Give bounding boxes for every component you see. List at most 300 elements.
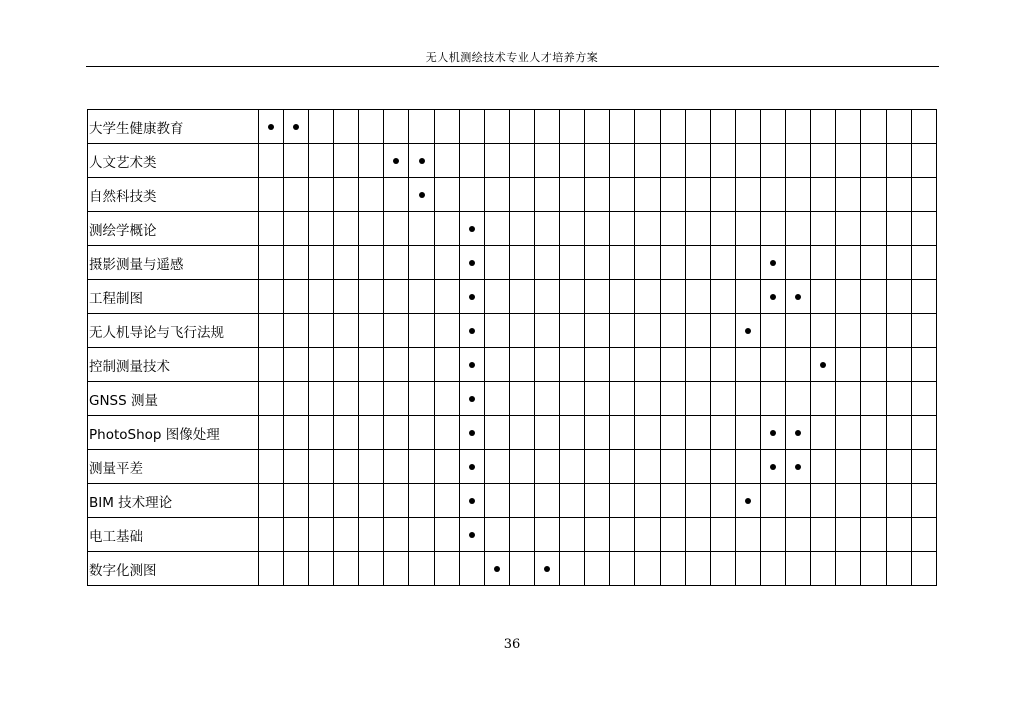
bullet-mark-icon (419, 192, 425, 198)
table-row (88, 416, 937, 450)
matrix-cell (635, 280, 660, 314)
matrix-cell (359, 212, 384, 246)
matrix-cell (409, 212, 434, 246)
matrix-cell (334, 144, 359, 178)
matrix-cell (660, 314, 685, 348)
bullet-mark-icon (469, 430, 475, 436)
matrix-cell (359, 416, 384, 450)
matrix-cell (786, 144, 811, 178)
course-name-cell: 摄影测量与遥感 (88, 246, 259, 280)
matrix-cell (334, 518, 359, 552)
matrix-cell (334, 484, 359, 518)
matrix-cell (309, 212, 334, 246)
matrix-cell (861, 552, 886, 586)
matrix-cell (710, 144, 735, 178)
matrix-cell (886, 552, 911, 586)
matrix-cell (585, 382, 610, 416)
matrix-cell (509, 212, 534, 246)
matrix-cell (535, 212, 560, 246)
matrix-cell (610, 450, 635, 484)
matrix-cell (811, 280, 836, 314)
matrix-cell (309, 110, 334, 144)
matrix-cell (434, 110, 459, 144)
bullet-mark-icon (494, 566, 500, 572)
matrix-cell (635, 246, 660, 280)
matrix-cell (635, 450, 660, 484)
table-row (88, 212, 937, 246)
matrix-cell (635, 178, 660, 212)
matrix-cell (836, 110, 861, 144)
bullet-mark-icon (469, 464, 475, 470)
matrix-cell (359, 110, 384, 144)
matrix-cell (735, 348, 760, 382)
matrix-cell (334, 110, 359, 144)
matrix-cell (635, 552, 660, 586)
matrix-cell (660, 416, 685, 450)
matrix-cell (258, 144, 283, 178)
matrix-cell (685, 484, 710, 518)
matrix-cell (409, 416, 434, 450)
matrix-cell (484, 110, 509, 144)
matrix-cell (836, 382, 861, 416)
matrix-cell (409, 280, 434, 314)
matrix-cell (811, 314, 836, 348)
course-name-cell: 控制测量技术 (88, 348, 259, 382)
matrix-cell (911, 552, 936, 586)
matrix-cell (585, 348, 610, 382)
matrix-cell (509, 110, 534, 144)
matrix-cell (560, 178, 585, 212)
bullet-mark-icon (469, 260, 475, 266)
matrix-cell (735, 212, 760, 246)
course-name-cell: 无人机导论与飞行法规 (88, 314, 259, 348)
matrix-cell (535, 348, 560, 382)
matrix-cell (384, 178, 409, 212)
matrix-cell (258, 382, 283, 416)
matrix-cell (434, 382, 459, 416)
matrix-cell (309, 484, 334, 518)
matrix-cell (434, 484, 459, 518)
matrix-cell (685, 144, 710, 178)
matrix-cell (459, 348, 484, 382)
matrix-cell (811, 178, 836, 212)
matrix-cell (660, 552, 685, 586)
matrix-cell (535, 382, 560, 416)
matrix-cell (509, 382, 534, 416)
matrix-cell (283, 450, 308, 484)
matrix-cell (309, 382, 334, 416)
matrix-cell (585, 518, 610, 552)
matrix-cell (710, 212, 735, 246)
matrix-cell (685, 518, 710, 552)
matrix-cell (258, 416, 283, 450)
matrix-cell (635, 382, 660, 416)
matrix-cell (735, 178, 760, 212)
matrix-cell (760, 552, 785, 586)
matrix-cell (911, 212, 936, 246)
course-name-cell: 自然科技类 (88, 178, 259, 212)
matrix-cell (585, 280, 610, 314)
matrix-cell (585, 246, 610, 280)
table-row (88, 280, 937, 314)
matrix-cell (836, 246, 861, 280)
matrix-cell (434, 144, 459, 178)
matrix-cell (484, 348, 509, 382)
matrix-cell (258, 212, 283, 246)
matrix-cell (886, 484, 911, 518)
matrix-cell (660, 484, 685, 518)
matrix-cell (535, 178, 560, 212)
matrix-cell (911, 382, 936, 416)
matrix-cell (585, 178, 610, 212)
matrix-cell (459, 110, 484, 144)
matrix-cell (309, 144, 334, 178)
matrix-cell (710, 110, 735, 144)
matrix-cell (409, 178, 434, 212)
matrix-cell (334, 382, 359, 416)
course-name-cell: 人文艺术类 (88, 144, 259, 178)
matrix-cell (309, 518, 334, 552)
matrix-cell (585, 144, 610, 178)
matrix-cell (610, 484, 635, 518)
matrix-cell (334, 178, 359, 212)
matrix-cell (384, 212, 409, 246)
matrix-cell (309, 348, 334, 382)
table-row (88, 178, 937, 212)
matrix-cell (434, 280, 459, 314)
matrix-cell (760, 144, 785, 178)
matrix-cell (409, 314, 434, 348)
matrix-cell (283, 348, 308, 382)
bullet-mark-icon (469, 362, 475, 368)
matrix-cell (459, 382, 484, 416)
matrix-cell (635, 484, 660, 518)
matrix-cell (786, 246, 811, 280)
matrix-cell (560, 450, 585, 484)
table-row (88, 450, 937, 484)
matrix-cell (660, 110, 685, 144)
bullet-mark-icon (770, 464, 776, 470)
matrix-cell (610, 110, 635, 144)
matrix-cell (760, 348, 785, 382)
matrix-cell (359, 314, 384, 348)
matrix-cell (685, 450, 710, 484)
matrix-cell (610, 144, 635, 178)
matrix-cell (610, 416, 635, 450)
matrix-cell (861, 450, 886, 484)
matrix-cell (560, 484, 585, 518)
matrix-cell (484, 484, 509, 518)
matrix-cell (710, 552, 735, 586)
matrix-cell (735, 518, 760, 552)
matrix-cell (509, 348, 534, 382)
course-name-cell: 数字化测图 (88, 552, 259, 586)
matrix-cell (836, 450, 861, 484)
matrix-cell (911, 450, 936, 484)
matrix-cell (760, 246, 785, 280)
matrix-cell (760, 110, 785, 144)
matrix-cell (610, 280, 635, 314)
matrix-cell (283, 416, 308, 450)
matrix-cell (786, 552, 811, 586)
matrix-cell (434, 552, 459, 586)
course-name-cell: 测量平差 (88, 450, 259, 484)
matrix-cell (760, 484, 785, 518)
matrix-cell (660, 246, 685, 280)
matrix-cell (660, 144, 685, 178)
matrix-cell (685, 416, 710, 450)
matrix-cell (786, 450, 811, 484)
matrix-cell (710, 416, 735, 450)
matrix-cell (560, 110, 585, 144)
matrix-cell (384, 518, 409, 552)
matrix-cell (710, 348, 735, 382)
matrix-cell (635, 144, 660, 178)
matrix-cell (384, 450, 409, 484)
matrix-cell (911, 518, 936, 552)
matrix-cell (484, 416, 509, 450)
matrix-cell (258, 314, 283, 348)
matrix-cell (685, 280, 710, 314)
matrix-cell (635, 416, 660, 450)
matrix-cell (836, 178, 861, 212)
matrix-cell (334, 552, 359, 586)
matrix-cell (258, 484, 283, 518)
matrix-cell (560, 246, 585, 280)
matrix-cell (811, 552, 836, 586)
matrix-cell (886, 416, 911, 450)
matrix-cell (760, 450, 785, 484)
matrix-cell (283, 314, 308, 348)
matrix-cell (258, 280, 283, 314)
matrix-cell (911, 144, 936, 178)
matrix-cell (509, 144, 534, 178)
matrix-cell (861, 518, 886, 552)
matrix-cell (760, 212, 785, 246)
matrix-cell (409, 110, 434, 144)
matrix-cell (434, 518, 459, 552)
bullet-mark-icon (469, 498, 475, 504)
matrix-cell (836, 280, 861, 314)
matrix-cell (283, 212, 308, 246)
matrix-cell (409, 518, 434, 552)
matrix-cell (811, 348, 836, 382)
matrix-cell (861, 348, 886, 382)
matrix-cell (258, 518, 283, 552)
matrix-cell (258, 178, 283, 212)
matrix-cell (434, 450, 459, 484)
matrix-cell (535, 552, 560, 586)
matrix-cell (911, 178, 936, 212)
matrix-cell (359, 552, 384, 586)
matrix-cell (309, 280, 334, 314)
matrix-cell (434, 314, 459, 348)
matrix-cell (735, 110, 760, 144)
matrix-cell (258, 348, 283, 382)
matrix-cell (309, 178, 334, 212)
table-row (88, 246, 937, 280)
matrix-cell (635, 110, 660, 144)
matrix-cell (560, 382, 585, 416)
matrix-cell (585, 552, 610, 586)
bullet-mark-icon (770, 260, 776, 266)
matrix-cell (735, 484, 760, 518)
table-row (88, 314, 937, 348)
matrix-cell (484, 280, 509, 314)
matrix-cell (535, 484, 560, 518)
matrix-cell (635, 518, 660, 552)
matrix-cell (484, 314, 509, 348)
matrix-cell (384, 416, 409, 450)
matrix-cell (384, 280, 409, 314)
matrix-cell (359, 178, 384, 212)
matrix-cell (735, 314, 760, 348)
matrix-cell (861, 314, 886, 348)
matrix-cell (911, 348, 936, 382)
matrix-cell (585, 484, 610, 518)
matrix-cell (409, 552, 434, 586)
matrix-cell (535, 144, 560, 178)
matrix-cell (861, 144, 886, 178)
matrix-cell (409, 246, 434, 280)
matrix-cell (886, 144, 911, 178)
matrix-cell (283, 246, 308, 280)
matrix-cell (309, 552, 334, 586)
matrix-cell (911, 416, 936, 450)
matrix-cell (610, 348, 635, 382)
matrix-cell (836, 348, 861, 382)
matrix-cell (359, 450, 384, 484)
matrix-cell (258, 450, 283, 484)
matrix-cell (384, 348, 409, 382)
matrix-cell (685, 382, 710, 416)
matrix-cell (911, 314, 936, 348)
matrix-cell (811, 484, 836, 518)
matrix-cell (886, 450, 911, 484)
matrix-cell (258, 552, 283, 586)
matrix-cell (309, 450, 334, 484)
matrix-cell (836, 518, 861, 552)
matrix-cell (509, 450, 534, 484)
matrix-cell (836, 484, 861, 518)
course-name-cell: 工程制图 (88, 280, 259, 314)
course-name-cell: 大学生健康教育 (88, 110, 259, 144)
matrix-cell (334, 314, 359, 348)
matrix-cell (760, 518, 785, 552)
matrix-cell (735, 280, 760, 314)
matrix-cell (886, 314, 911, 348)
matrix-cell (735, 246, 760, 280)
matrix-cell (786, 178, 811, 212)
matrix-cell (735, 416, 760, 450)
table-row (88, 484, 937, 518)
matrix-cell (635, 348, 660, 382)
matrix-cell (786, 484, 811, 518)
matrix-cell (786, 212, 811, 246)
bullet-mark-icon (795, 464, 801, 470)
matrix-cell (484, 382, 509, 416)
matrix-cell (560, 280, 585, 314)
matrix-cell (459, 144, 484, 178)
matrix-cell (509, 416, 534, 450)
matrix-cell (434, 212, 459, 246)
matrix-cell (535, 450, 560, 484)
matrix-cell (258, 110, 283, 144)
bullet-mark-icon (544, 566, 550, 572)
matrix-cell (409, 348, 434, 382)
matrix-cell (359, 518, 384, 552)
matrix-cell (258, 246, 283, 280)
matrix-cell (760, 314, 785, 348)
matrix-cell (660, 212, 685, 246)
matrix-cell (886, 518, 911, 552)
matrix-cell (384, 382, 409, 416)
matrix-cell (760, 382, 785, 416)
matrix-cell (560, 518, 585, 552)
matrix-cell (760, 416, 785, 450)
matrix-cell (484, 178, 509, 212)
matrix-cell (861, 246, 886, 280)
matrix-cell (735, 144, 760, 178)
matrix-cell (685, 110, 710, 144)
course-name-cell: 测绘学概论 (88, 212, 259, 246)
matrix-cell (861, 178, 886, 212)
matrix-cell (434, 246, 459, 280)
matrix-cell (384, 314, 409, 348)
bullet-mark-icon (820, 362, 826, 368)
matrix-cell (786, 348, 811, 382)
matrix-cell (685, 246, 710, 280)
matrix-cell (735, 450, 760, 484)
matrix-cell (786, 382, 811, 416)
matrix-cell (660, 382, 685, 416)
matrix-cell (585, 110, 610, 144)
matrix-cell (786, 518, 811, 552)
bullet-mark-icon (469, 294, 475, 300)
matrix-cell (886, 280, 911, 314)
matrix-cell (660, 348, 685, 382)
bullet-mark-icon (795, 294, 801, 300)
matrix-cell (509, 178, 534, 212)
matrix-cell (685, 212, 710, 246)
matrix-cell (535, 314, 560, 348)
matrix-cell (811, 144, 836, 178)
matrix-cell (384, 484, 409, 518)
matrix-cell (560, 416, 585, 450)
matrix-cell (334, 212, 359, 246)
matrix-cell (560, 348, 585, 382)
matrix-cell (535, 416, 560, 450)
matrix-cell (434, 178, 459, 212)
matrix-cell (484, 518, 509, 552)
course-name-cell: PhotoShop 图像处理 (88, 416, 259, 450)
matrix-cell (861, 382, 886, 416)
matrix-cell (509, 484, 534, 518)
matrix-cell (509, 246, 534, 280)
course-name-cell: GNSS 测量 (88, 382, 259, 416)
matrix-cell (384, 110, 409, 144)
matrix-cell (610, 212, 635, 246)
matrix-cell (359, 348, 384, 382)
matrix-cell (735, 382, 760, 416)
bullet-mark-icon (745, 498, 751, 504)
matrix-cell (760, 280, 785, 314)
matrix-cell (409, 450, 434, 484)
matrix-cell (459, 178, 484, 212)
matrix-cell (710, 280, 735, 314)
matrix-cell (384, 144, 409, 178)
matrix-cell (861, 212, 886, 246)
